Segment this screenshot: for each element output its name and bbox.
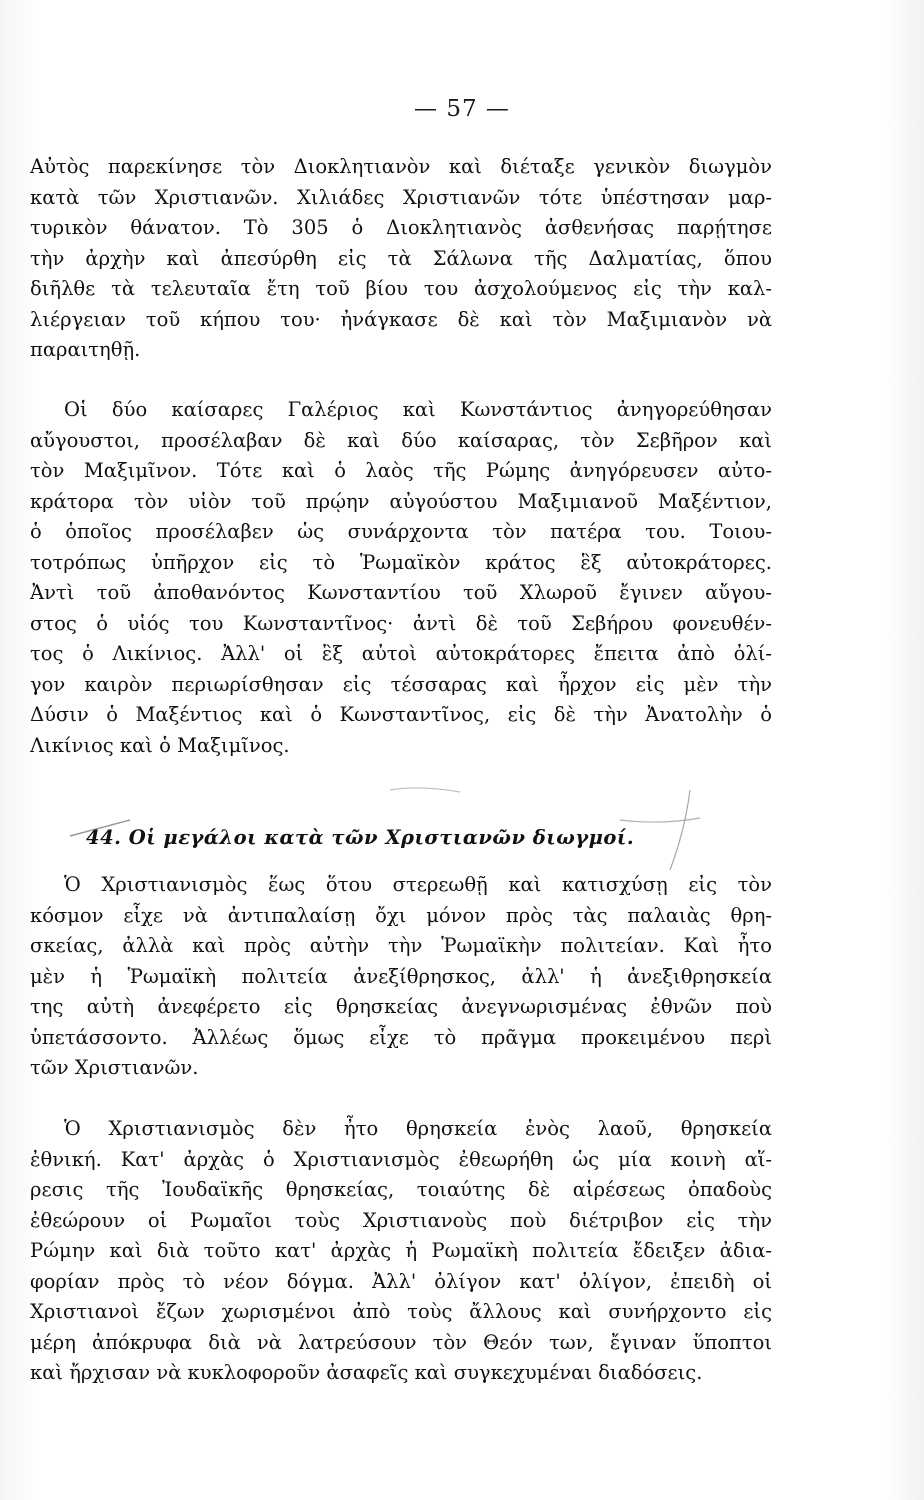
text-line: Ὁ Χριστιανισμὸς ἕως ὅτου στερεωθῇ καὶ κατισχύσῃ εἰς τὸν <box>64 873 772 896</box>
text-line: Αὐτὸς παρεκίνησε τὸν Διοκλητιανὸν καὶ διέταξε γενικὸν διωγμὸν <box>30 155 772 178</box>
text-line: λιέργειαν τοῦ κήπου του· ἠνάγκασε δὲ καὶ τὸν Μαξιμιανὸν νὰ <box>30 307 772 331</box>
text-line: μέρη ἀπόκρυφα διὰ νὰ λατρεύσουν τὸν Θεόν των, ἔγιναν ὕποπτοι <box>30 1330 772 1354</box>
text-line: Ρώμην καὶ διὰ τοῦτο κατ' ἀρχὰς ἡ Ρωμαϊκὴ πολιτεία ἔδειξεν ἀδια- <box>30 1239 772 1262</box>
text-line: κράτορα τὸν υἱὸν τοῦ πρῴην αὐγούστου Μαξιμιανοῦ Μαξέντιον, <box>30 489 772 513</box>
text-line: κατὰ τῶν Χριστιανῶν. Χιλιάδες Χριστιανῶν τότε ὑπέστησαν μαρ- <box>30 185 772 209</box>
text-line: τυρικὸν θάνατον. Τὸ 305 ὁ Διοκλητιανὸς ἀσθενήσας παρῄτησε <box>30 216 772 239</box>
text-line: ρεσις τῆς Ἰουδαϊκῆς θρησκείας, τοιαύτης δὲ αἱρέσεως ὀπαδοὺς <box>30 1178 772 1201</box>
text-line: τὴν ἀρχὴν καὶ ἀπεσύρθη εἰς τὰ Σάλωνα τῆς Δαλματίας, ὅπου <box>30 246 772 270</box>
text-line: παραιτηθῇ. <box>30 338 141 361</box>
text-line: Ἀντὶ τοῦ ἀποθανόντος Κωνσταντίου τοῦ Χλωροῦ ἔγινεν αὔγου- <box>30 581 772 604</box>
text-line: σκείας, ἀλλὰ καὶ πρὸς αὐτὴν τὴν Ῥωμαϊκὴν πολιτείαν. Καὶ ἦτο <box>30 934 772 957</box>
text-line: τῶν Χριστιανῶν. <box>30 1056 199 1079</box>
text-line: μὲν ἡ Ῥωμαϊκὴ πολιτεία ἀνεξίθρησκος, ἀλλ' ἡ ἀνεξιθρησκεία <box>30 964 772 988</box>
text-line: τὸν Μαξιμῖνον. Τότε καὶ ὁ λαὸς τῆς Ρώμης ἀνηγόρευσεν αὐτο- <box>30 459 772 482</box>
text-line: Οἱ δύο καίσαρες Γαλέριος καὶ Κωνστάντιος ἀνηγορεύθησαν <box>64 398 772 421</box>
text-line: ἐθεώρουν οἱ Ρωμαῖοι τοὺς Χριστιανοὺς ποὺ διέτριβον εἰς τὴν <box>30 1208 772 1232</box>
paragraph-3 <box>30 870 772 1084</box>
text-line: ὁ ὁποῖος προσέλαβεν ὡς συνάρχοντα τὸν πατέρα του. Τοιου- <box>30 520 772 543</box>
text-line: Λικίνιος καὶ ὁ Μαξιμῖνος. <box>30 733 290 757</box>
paragraph-2 <box>30 395 772 761</box>
text-line: Ὁ Χριστιανισμὸς δὲν ἦτο θρησκεία ἑνὸς λαοῦ, θρησκεία <box>64 1117 772 1140</box>
text-line: διῆλθε τὰ τελευταῖα ἔτη τοῦ βίου του ἀσχολούμενος εἰς τὴν καλ- <box>30 277 772 300</box>
text-line: της αὐτὴ ἀνεφέρετο εἰς θρησκείας ἀνεγνωρισμένας ἐθνῶν ποὺ <box>30 995 772 1018</box>
text-line: φορίαν πρὸς τὸ νέον δόγμα. Ἀλλ' ὀλίγον κατ' ὀλίγον, ἐπειδὴ οἱ <box>30 1269 772 1293</box>
text-line: ἐθνική. Κατ' ἀρχὰς ὁ Χριστιανισμὸς ἐθεωρήθη ὡς μία κοινὴ αἵ- <box>30 1147 772 1171</box>
paragraph-1 <box>30 152 772 366</box>
text-line: τος ὁ Λικίνιος. Ἀλλ' οἱ ἓξ αὐτοὶ αὐτοκράτορες ἔπειτα ἀπὸ ὀλί- <box>30 642 772 665</box>
text-line: Δύσιν ὁ Μαξέντιος καὶ ὁ Κωνσταντῖνος, εἰς δὲ τὴν Ἀνατολὴν ὁ <box>30 703 772 726</box>
text-line: τοτρόπως ὑπῆρχον εἰς τὸ Ῥωμαϊκὸν κράτος ἓξ αὐτοκράτορες. <box>30 550 772 574</box>
text-line: κόσμον εἶχε νὰ ἀντιπαλαίσῃ ὄχι μόνον πρὸς τὰς παλαιὰς θρη- <box>30 903 772 927</box>
text-line: Χριστιανοὶ ἔζων χωρισμένοι ἀπὸ τοὺς ἄλλους καὶ συνήρχοντο εἰς <box>30 1300 772 1323</box>
section-heading: 44. Οἱ μεγάλοι κατὰ τῶν Χριστιανῶν διωγμοί. <box>86 826 635 849</box>
text-line: αὔγουστοι, προσέλαβαν δὲ καὶ δύο καίσαρας, τὸν Σεβῆρον καὶ <box>30 428 772 452</box>
paragraph-4 <box>30 1114 772 1389</box>
text-line: καὶ ἤρχισαν νὰ κυκλοφοροῦν ἀσαφεῖς καὶ συγκεχυμέναι διαδόσεις. <box>30 1361 703 1384</box>
text-line: ὑπετάσσοντο. Ἀλλέως ὅμως εἶχε τὸ πρᾶγμα προκειμένου περὶ <box>30 1025 772 1049</box>
page-number: — 57 — <box>414 96 510 122</box>
text-line: στος ὁ υἱός του Κωνσταντῖνος· ἀντὶ δὲ τοῦ Σεβήρου φονευθέν- <box>30 611 772 635</box>
text-line: γον καιρὸν περιωρίσθησαν εἰς τέσσαρας καὶ ἦρχον εἰς μὲν τὴν <box>30 672 772 696</box>
